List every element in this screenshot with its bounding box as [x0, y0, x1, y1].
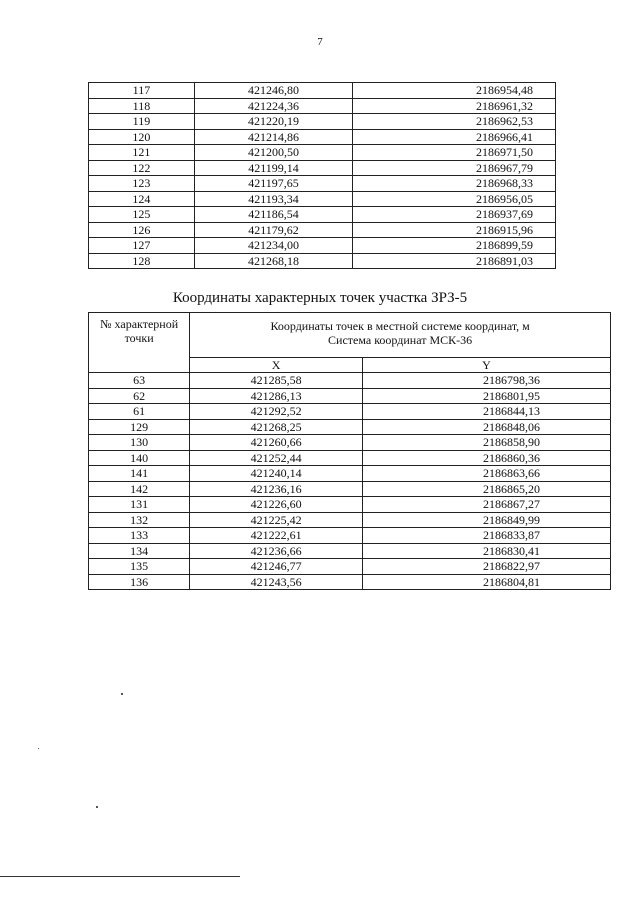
y-coordinate-cell: 2186867,27 [363, 497, 611, 513]
scan-speck [38, 748, 39, 749]
x-coordinate-cell: 421220,19 [194, 114, 352, 130]
point-number-cell: 131 [89, 497, 190, 513]
table-row [89, 559, 611, 575]
x-coordinate-cell: 421200,50 [194, 145, 352, 161]
table-row [89, 528, 611, 544]
y-coordinate-cell: 2186956,05 [353, 191, 556, 207]
section-title: Координаты характерных точек участка ЗРЗ-5 [172, 290, 468, 306]
table-row [89, 253, 556, 269]
point-number-cell: 136 [89, 574, 190, 590]
x-coordinate-cell: 421286,13 [190, 388, 363, 404]
table-row [89, 176, 556, 192]
y-coordinate-cell: 2186822,97 [363, 559, 611, 575]
x-coordinate-cell: 421214,86 [194, 129, 352, 145]
table-row [89, 191, 556, 207]
point-number-cell: 126 [89, 222, 195, 238]
point-number-cell: 129 [89, 419, 190, 435]
x-coordinate-cell: 421246,77 [190, 559, 363, 575]
y-coordinate-cell: 2186966,41 [353, 129, 556, 145]
point-number-cell: 122 [89, 160, 195, 176]
header-coordinates-line1: Координаты точек в местной системе координат, м [270, 319, 530, 333]
x-coordinate-cell: 421236,66 [190, 543, 363, 559]
y-coordinate-cell: 2186865,20 [363, 481, 611, 497]
point-number-cell: 63 [89, 373, 190, 389]
point-number-cell: 141 [89, 466, 190, 482]
x-coordinate-cell: 421197,65 [194, 176, 352, 192]
point-number-cell: 132 [89, 512, 190, 528]
table-row [89, 404, 611, 420]
point-number-cell: 123 [89, 176, 195, 192]
x-coordinate-cell: 421268,25 [190, 419, 363, 435]
y-coordinate-cell: 2186830,41 [363, 543, 611, 559]
x-coordinate-cell: 421252,44 [190, 450, 363, 466]
y-coordinate-cell: 2186968,33 [353, 176, 556, 192]
header-x: X [190, 358, 363, 373]
y-coordinate-cell: 2186962,53 [353, 114, 556, 130]
table-row [89, 207, 556, 223]
x-coordinate-cell: 421225,42 [190, 512, 363, 528]
point-number-cell: 127 [89, 238, 195, 254]
y-coordinate-cell: 2186961,32 [353, 98, 556, 114]
point-number-cell: 117 [89, 83, 195, 99]
point-number-cell: 121 [89, 145, 195, 161]
x-coordinate-cell: 421240,14 [190, 466, 363, 482]
x-coordinate-cell: 421268,18 [194, 253, 352, 269]
y-coordinate-cell: 2186891,03 [353, 253, 556, 269]
scan-speck [96, 806, 98, 808]
coordinates-table-continued [88, 82, 556, 269]
table-row [89, 481, 611, 497]
point-number-cell: 124 [89, 191, 195, 207]
header-point-number-line2: точки [124, 331, 154, 345]
table-row [89, 160, 556, 176]
y-coordinate-cell: 2186798,36 [363, 373, 611, 389]
table-row [89, 574, 611, 590]
header-point-number-line1: № характерной [100, 317, 179, 331]
y-coordinate-cell: 2186954,48 [353, 83, 556, 99]
point-number-cell: 119 [89, 114, 195, 130]
point-number-cell: 61 [89, 404, 190, 420]
x-coordinate-cell: 421285,58 [190, 373, 363, 389]
header-row [89, 313, 611, 358]
y-coordinate-cell: 2186937,69 [353, 207, 556, 223]
table-row [89, 388, 611, 404]
table-row [89, 435, 611, 451]
coordinates-table-zrz5 [88, 312, 611, 590]
point-number-cell: 133 [89, 528, 190, 544]
table-header [89, 313, 611, 373]
x-coordinate-cell: 421193,34 [194, 191, 352, 207]
table-body [89, 373, 611, 590]
y-coordinate-cell: 2186858,90 [363, 435, 611, 451]
y-coordinate-cell: 2186849,99 [363, 512, 611, 528]
table-row [89, 466, 611, 482]
table-row [89, 145, 556, 161]
x-coordinate-cell: 421292,52 [190, 404, 363, 420]
table-row [89, 419, 611, 435]
point-number-cell: 135 [89, 559, 190, 575]
x-coordinate-cell: 421199,14 [194, 160, 352, 176]
point-number-cell: 142 [89, 481, 190, 497]
header-y: Y [363, 358, 611, 373]
point-number-cell: 134 [89, 543, 190, 559]
x-coordinate-cell: 421179,62 [194, 222, 352, 238]
header-coordinates-line2: Система координат МСК-36 [328, 333, 473, 347]
x-coordinate-cell: 421234,00 [194, 238, 352, 254]
table-row [89, 98, 556, 114]
table-row [89, 373, 611, 389]
y-coordinate-cell: 2186844,13 [363, 404, 611, 420]
table-row [89, 129, 556, 145]
y-coordinate-cell: 2186899,59 [353, 238, 556, 254]
table-row [89, 114, 556, 130]
table-row [89, 543, 611, 559]
y-coordinate-cell: 2186801,95 [363, 388, 611, 404]
x-coordinate-cell: 421226,60 [190, 497, 363, 513]
x-coordinate-cell: 421236,16 [190, 481, 363, 497]
x-coordinate-cell: 421222,61 [190, 528, 363, 544]
header-point-number [89, 313, 190, 373]
table-row [89, 238, 556, 254]
x-coordinate-cell: 421260,66 [190, 435, 363, 451]
footer-rule [0, 876, 240, 877]
point-number-cell: 120 [89, 129, 195, 145]
table-row [89, 497, 611, 513]
y-coordinate-cell: 2186863,66 [363, 466, 611, 482]
table-body [89, 83, 556, 269]
table-row [89, 512, 611, 528]
x-coordinate-cell: 421186,54 [194, 207, 352, 223]
point-number-cell: 62 [89, 388, 190, 404]
y-coordinate-cell: 2186971,50 [353, 145, 556, 161]
table-row [89, 83, 556, 99]
y-coordinate-cell: 2186967,79 [353, 160, 556, 176]
point-number-cell: 128 [89, 253, 195, 269]
y-coordinate-cell: 2186848,06 [363, 419, 611, 435]
point-number-cell: 118 [89, 98, 195, 114]
point-number-cell: 140 [89, 450, 190, 466]
table-row [89, 450, 611, 466]
y-coordinate-cell: 2186915,96 [353, 222, 556, 238]
x-coordinate-cell: 421246,80 [194, 83, 352, 99]
point-number-cell: 125 [89, 207, 195, 223]
y-coordinate-cell: 2186833,87 [363, 528, 611, 544]
y-coordinate-cell: 2186804,81 [363, 574, 611, 590]
x-coordinate-cell: 421243,56 [190, 574, 363, 590]
header-coordinates [190, 313, 611, 358]
point-number-cell: 130 [89, 435, 190, 451]
x-coordinate-cell: 421224,36 [194, 98, 352, 114]
y-coordinate-cell: 2186860,36 [363, 450, 611, 466]
scan-speck [121, 693, 123, 695]
table-row [89, 222, 556, 238]
page-number: 7 [317, 36, 323, 48]
